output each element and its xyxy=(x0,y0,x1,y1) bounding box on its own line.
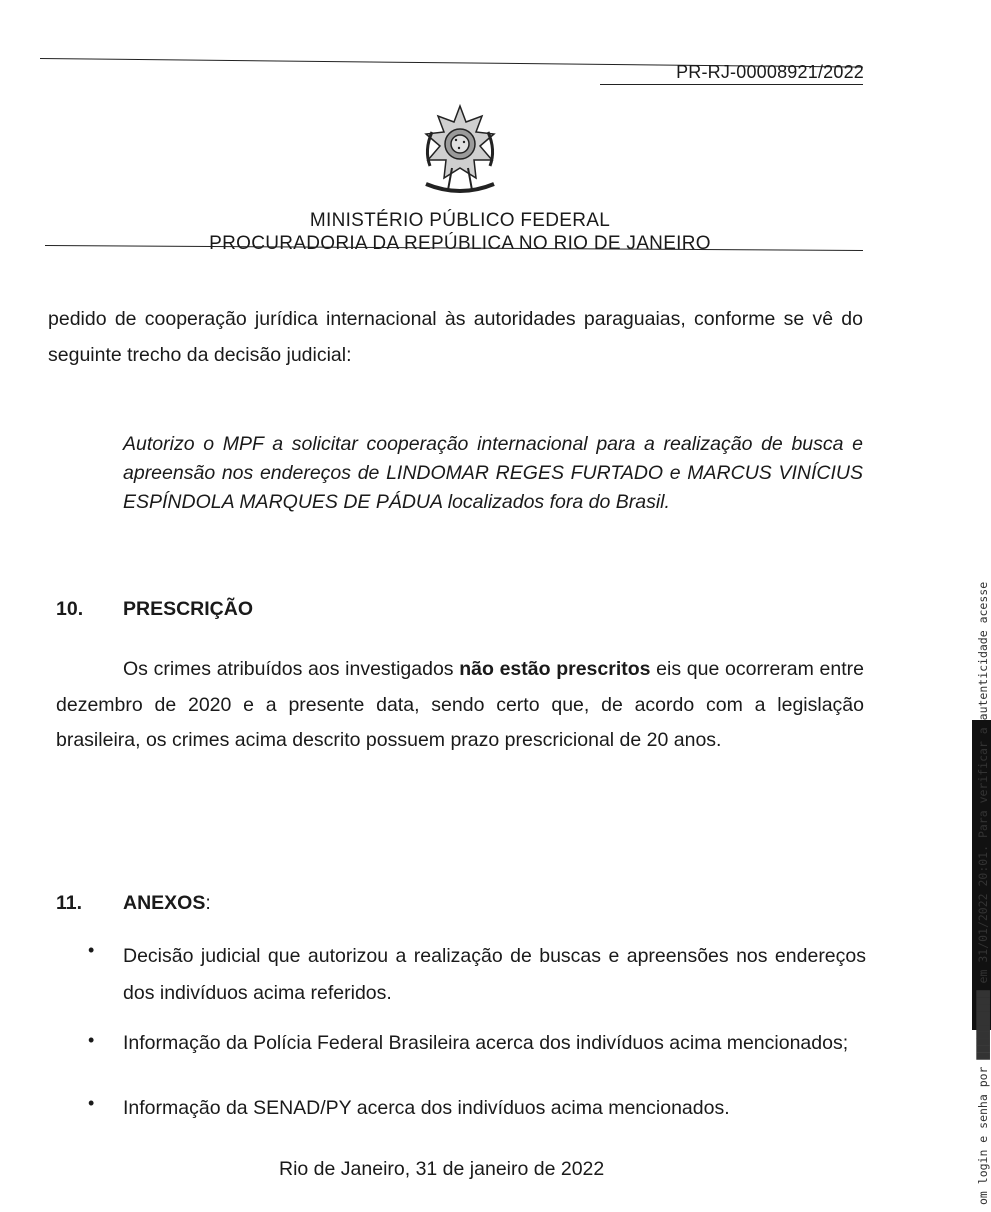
org-name-line1: MINISTÉRIO PÚBLICO FEDERAL xyxy=(309,210,611,231)
document-number: PR-RJ-00008921/2022 xyxy=(676,62,864,82)
intro-paragraph: pedido de cooperação jurídica internacional às autoridades paraguaias, conforme se vê do seguinte trecho da decisão judicial: xyxy=(48,308,863,366)
section-10-number: 10. xyxy=(56,598,84,620)
brazil-coat-of-arms-icon xyxy=(412,102,508,198)
org-name-line2: PROCURADORIA DA REPÚBLICA NO RIO DE JANEIRO xyxy=(209,233,711,254)
section-10-paragraph xyxy=(56,652,864,759)
header-top-rule-right xyxy=(600,84,863,85)
bullet-icon: • xyxy=(88,940,95,960)
section-11-title-wrap xyxy=(123,892,211,915)
annex-item: Decisão judicial que autorizou a realização de buscas e apreensões nos endereços dos indivíduos acima referidos. xyxy=(123,945,866,1004)
section-11-title-suffix: : xyxy=(205,892,211,914)
section-11-title: ANEXOS xyxy=(123,892,206,914)
bullet-icon: • xyxy=(88,1093,95,1113)
section-11-number: 11. xyxy=(56,892,83,914)
bullet-icon: • xyxy=(88,1030,95,1050)
annex-item: Informação da Polícia Federal Brasileira acerca dos indivíduos acima mencionados; xyxy=(123,1032,849,1054)
authentication-margin-text: om login e senha por ██████████ em 31/01/2022 20:01. Para verificar a autenticidade acesse xyxy=(976,581,990,1205)
section-10-text-before: Os crimes atribuídos aos investigados xyxy=(123,658,460,680)
annex-item: Informação da SENAD/PY acerca dos indivíduos acima mencionados. xyxy=(123,1097,730,1119)
section-10-text-bold: não estão prescritos xyxy=(459,658,651,680)
section-10-title: PRESCRIÇÃO xyxy=(123,598,254,620)
place-date-line: Rio de Janeiro, 31 de janeiro de 2022 xyxy=(279,1158,605,1180)
quoted-decision: Autorizo o MPF a solicitar cooperação internacional para a realização de busca e apreensão nos endereços de LINDOMAR REGES FURTADO e MARCUS VINÍCIUS ESPÍNDOLA MARQUES DE PÁDUA localizados fora do Brasil. xyxy=(123,433,863,513)
section-10-text-after: eis que ocorreram entre dezembro de 2020 e a presente data, sendo certo que, de acordo com a legislação brasileira, os crimes acima descrito possuem prazo prescricional de 20 anos. xyxy=(56,658,864,751)
